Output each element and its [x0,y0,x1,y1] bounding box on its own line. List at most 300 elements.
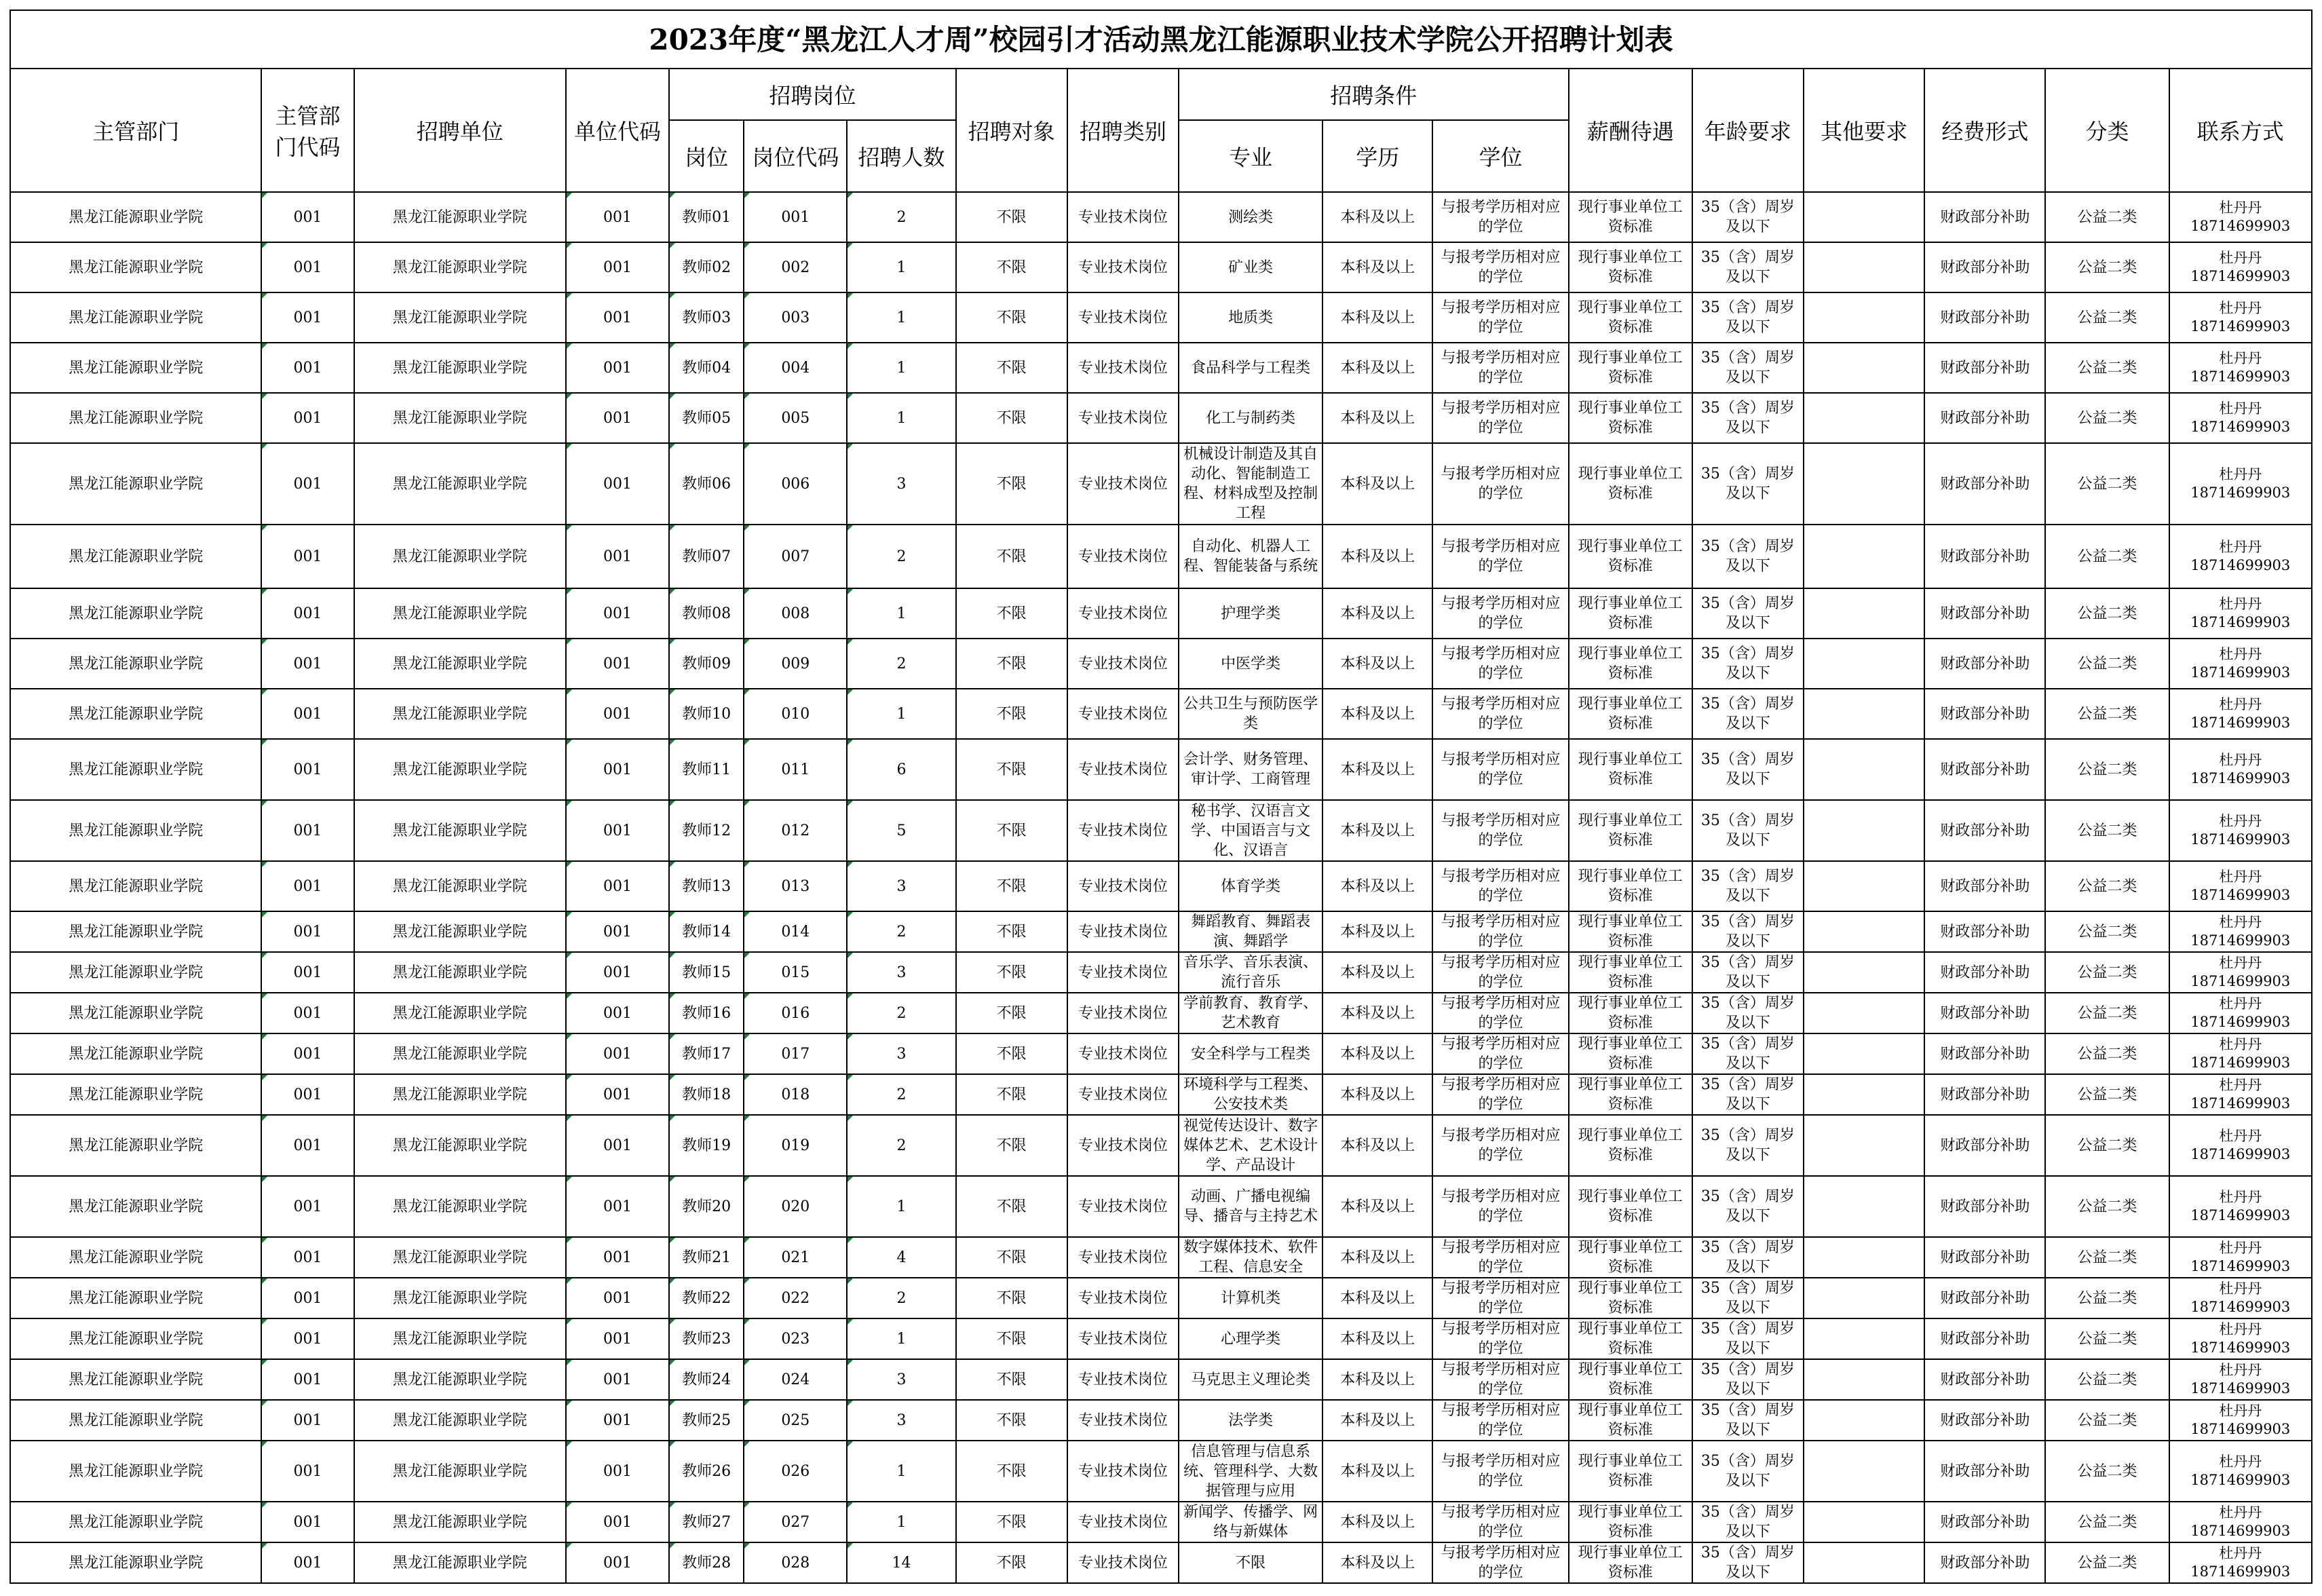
row-age: 35（含）周岁及以下 [1692,1278,1804,1318]
row-age: 35（含）周岁及以下 [1692,1359,1804,1400]
row-age: 35（含）周岁及以下 [1692,393,1804,443]
row-post: 教师02 [669,242,744,292]
row-dept: 黑龙江能源职业学院 [10,525,261,588]
row-target: 不限 [956,639,1067,689]
contact-phone: 18714699903 [2190,1421,2291,1437]
row-count: 1 [847,1176,955,1237]
row-category: 专业技术岗位 [1067,292,1179,343]
row-salary: 现行事业单位工资标准 [1569,800,1692,861]
row-dept: 黑龙江能源职业学院 [10,1033,261,1074]
row-category: 专业技术岗位 [1067,861,1179,911]
row-count: 3 [847,1359,955,1400]
row-unit: 黑龙江能源职业学院 [354,242,566,292]
row-unit: 黑龙江能源职业学院 [354,689,566,739]
header-post-group: 招聘岗位 [669,69,955,120]
row-dept: 黑龙江能源职业学院 [10,1176,261,1237]
row-major: 矿业类 [1179,242,1322,292]
contact-name: 杜丹丹 [2219,596,2262,612]
row-unit: 黑龙江能源职业学院 [354,861,566,911]
row-contact [2169,1115,2312,1176]
row-post: 教师01 [669,192,744,242]
row-class: 公益二类 [2045,1176,2169,1237]
row-category: 专业技术岗位 [1067,343,1179,393]
row-salary: 现行事业单位工资标准 [1569,393,1692,443]
row-class: 公益二类 [2045,192,2169,242]
row-contact [2169,639,2312,689]
row-unit: 黑龙江能源职业学院 [354,739,566,800]
contact-phone: 18714699903 [2190,1014,2291,1030]
row-degree: 与报考学历相对应的学位 [1432,911,1568,952]
row-dept: 黑龙江能源职业学院 [10,1400,261,1441]
row-degree: 与报考学历相对应的学位 [1432,1502,1568,1542]
row-funding: 财政部分补助 [1924,1278,2045,1318]
row-edu: 本科及以上 [1322,1176,1432,1237]
row-post: 教师04 [669,343,744,393]
row-unit-code: 001 [566,1542,669,1583]
row-other [1804,800,1924,861]
row-target: 不限 [956,1359,1067,1400]
row-post-code: 019 [744,1115,847,1176]
row-unit-code: 001 [566,443,669,525]
row-count: 5 [847,800,955,861]
row-post: 教师26 [669,1441,744,1502]
row-count: 3 [847,443,955,525]
row-post: 教师18 [669,1074,744,1115]
row-target: 不限 [956,292,1067,343]
row-class: 公益二类 [2045,911,2169,952]
row-post-code: 014 [744,911,847,952]
row-category: 专业技术岗位 [1067,393,1179,443]
row-post-code: 021 [744,1237,847,1278]
contact-phone: 18714699903 [2190,1563,2291,1580]
row-category: 专业技术岗位 [1067,1542,1179,1583]
row-dept-code: 001 [261,1115,354,1176]
row-contact [2169,1502,2312,1542]
row-count: 2 [847,192,955,242]
header-major: 专业 [1179,120,1322,192]
table-row [10,739,2312,800]
row-post-code: 025 [744,1400,847,1441]
row-post: 教师11 [669,739,744,800]
row-age: 35（含）周岁及以下 [1692,1176,1804,1237]
row-target: 不限 [956,1033,1067,1074]
contact-name: 杜丹丹 [2219,813,2262,829]
header-unit: 招聘单位 [354,69,566,192]
table-row [10,911,2312,952]
row-funding: 财政部分补助 [1924,911,2045,952]
row-post-code: 006 [744,443,847,525]
row-edu: 本科及以上 [1322,952,1432,993]
row-unit-code: 001 [566,1074,669,1115]
row-unit: 黑龙江能源职业学院 [354,1278,566,1318]
row-salary: 现行事业单位工资标准 [1569,343,1692,393]
contact-phone: 18714699903 [2190,318,2291,335]
row-salary: 现行事业单位工资标准 [1569,292,1692,343]
row-unit-code: 001 [566,588,669,639]
row-age: 35（含）周岁及以下 [1692,952,1804,993]
contact-name: 杜丹丹 [2219,1128,2262,1144]
row-dept: 黑龙江能源职业学院 [10,739,261,800]
row-edu: 本科及以上 [1322,588,1432,639]
row-dept: 黑龙江能源职业学院 [10,1237,261,1278]
row-salary: 现行事业单位工资标准 [1569,639,1692,689]
table-row [10,1278,2312,1318]
row-age: 35（含）周岁及以下 [1692,911,1804,952]
contact-phone: 18714699903 [2190,1299,2291,1315]
row-post: 教师16 [669,993,744,1033]
row-unit: 黑龙江能源职业学院 [354,588,566,639]
row-other [1804,242,1924,292]
row-dept-code: 001 [261,952,354,993]
table-row [10,588,2312,639]
row-post-code: 007 [744,525,847,588]
row-contact [2169,443,2312,525]
row-target: 不限 [956,1400,1067,1441]
row-count: 1 [847,393,955,443]
row-class: 公益二类 [2045,343,2169,393]
row-salary: 现行事业单位工资标准 [1569,861,1692,911]
row-target: 不限 [956,343,1067,393]
row-funding: 财政部分补助 [1924,242,2045,292]
row-major: 公共卫生与预防医学类 [1179,689,1322,739]
row-dept: 黑龙江能源职业学院 [10,1074,261,1115]
row-other [1804,1441,1924,1502]
table-row [10,1074,2312,1115]
sheet-title: 2023年度“黑龙江人才周”校园引才活动黑龙江能源职业技术学院公开招聘计划表 [9,10,2313,68]
row-post-code: 009 [744,639,847,689]
contact-name: 杜丹丹 [2219,1321,2262,1337]
row-target: 不限 [956,525,1067,588]
contact-name: 杜丹丹 [2219,466,2262,482]
row-post-code: 003 [744,292,847,343]
row-edu: 本科及以上 [1322,911,1432,952]
row-post-code: 011 [744,739,847,800]
row-count: 2 [847,1115,955,1176]
row-count: 1 [847,689,955,739]
row-major: 马克思主义理论类 [1179,1359,1322,1400]
contact-phone: 18714699903 [2190,664,2291,681]
row-target: 不限 [956,1237,1067,1278]
row-degree: 与报考学历相对应的学位 [1432,1359,1568,1400]
row-salary: 现行事业单位工资标准 [1569,1278,1692,1318]
row-target: 不限 [956,861,1067,911]
row-target: 不限 [956,1441,1067,1502]
row-post-code: 008 [744,588,847,639]
contact-name: 杜丹丹 [2219,646,2262,662]
row-unit-code: 001 [566,739,669,800]
row-unit-code: 001 [566,525,669,588]
row-dept-code: 001 [261,689,354,739]
row-funding: 财政部分补助 [1924,393,2045,443]
row-target: 不限 [956,1502,1067,1542]
row-other [1804,689,1924,739]
row-target: 不限 [956,993,1067,1033]
row-salary: 现行事业单位工资标准 [1569,1033,1692,1074]
row-funding: 财政部分补助 [1924,993,2045,1033]
row-count: 1 [847,292,955,343]
row-category: 专业技术岗位 [1067,993,1179,1033]
row-degree: 与报考学历相对应的学位 [1432,588,1568,639]
row-count: 3 [847,1033,955,1074]
row-unit: 黑龙江能源职业学院 [354,1441,566,1502]
row-edu: 本科及以上 [1322,861,1432,911]
row-unit-code: 001 [566,343,669,393]
header-funding: 经费形式 [1924,69,2045,192]
row-dept: 黑龙江能源职业学院 [10,343,261,393]
row-unit-code: 001 [566,393,669,443]
contact-name: 杜丹丹 [2219,1189,2262,1205]
row-count: 2 [847,1278,955,1318]
row-edu: 本科及以上 [1322,443,1432,525]
row-dept: 黑龙江能源职业学院 [10,1278,261,1318]
row-class: 公益二类 [2045,1441,2169,1502]
table-row [10,1237,2312,1278]
row-count: 1 [847,588,955,639]
row-major: 学前教育、教育学、艺术教育 [1179,993,1322,1033]
row-class: 公益二类 [2045,292,2169,343]
row-edu: 本科及以上 [1322,639,1432,689]
row-other [1804,911,1924,952]
row-category: 专业技术岗位 [1067,689,1179,739]
row-dept-code: 001 [261,1176,354,1237]
row-major: 自动化、机器人工程、智能装备与系统 [1179,525,1322,588]
contact-name: 杜丹丹 [2219,752,2262,768]
row-category: 专业技术岗位 [1067,1318,1179,1359]
row-contact [2169,861,2312,911]
row-dept-code: 001 [261,343,354,393]
contact-name: 杜丹丹 [2219,1077,2262,1093]
row-dept: 黑龙江能源职业学院 [10,1502,261,1542]
row-edu: 本科及以上 [1322,689,1432,739]
row-dept-code: 001 [261,1542,354,1583]
row-unit: 黑龙江能源职业学院 [354,443,566,525]
row-funding: 财政部分补助 [1924,639,2045,689]
table-row [10,689,2312,739]
row-contact [2169,192,2312,242]
row-unit: 黑龙江能源职业学院 [354,911,566,952]
row-degree: 与报考学历相对应的学位 [1432,343,1568,393]
row-edu: 本科及以上 [1322,993,1432,1033]
row-edu: 本科及以上 [1322,242,1432,292]
header-count: 招聘人数 [847,120,955,192]
row-dept-code: 001 [261,1278,354,1318]
row-target: 不限 [956,1278,1067,1318]
row-salary: 现行事业单位工资标准 [1569,588,1692,639]
row-major: 机械设计制造及其自动化、智能制造工程、材料成型及控制工程 [1179,443,1322,525]
contact-name: 杜丹丹 [2219,200,2262,216]
row-funding: 财政部分补助 [1924,588,2045,639]
row-dept: 黑龙江能源职业学院 [10,192,261,242]
row-post: 教师14 [669,911,744,952]
row-other [1804,443,1924,525]
row-major: 环境科学与工程类、公安技术类 [1179,1074,1322,1115]
row-other [1804,192,1924,242]
row-major: 法学类 [1179,1400,1322,1441]
contact-phone: 18714699903 [2190,973,2291,989]
row-salary: 现行事业单位工资标准 [1569,1542,1692,1583]
row-degree: 与报考学历相对应的学位 [1432,192,1568,242]
row-category: 专业技术岗位 [1067,1400,1179,1441]
row-class: 公益二类 [2045,1074,2169,1115]
row-contact [2169,1176,2312,1237]
row-unit-code: 001 [566,192,669,242]
row-edu: 本科及以上 [1322,525,1432,588]
row-dept-code: 001 [261,739,354,800]
header-post: 岗位 [669,120,744,192]
row-category: 专业技术岗位 [1067,739,1179,800]
row-post: 教师05 [669,393,744,443]
row-post: 教师22 [669,1278,744,1318]
row-salary: 现行事业单位工资标准 [1569,1441,1692,1502]
row-degree: 与报考学历相对应的学位 [1432,1278,1568,1318]
row-age: 35（含）周岁及以下 [1692,1033,1804,1074]
row-target: 不限 [956,1542,1067,1583]
row-other [1804,1359,1924,1400]
row-major: 心理学类 [1179,1318,1322,1359]
row-dept-code: 001 [261,1400,354,1441]
row-funding: 财政部分补助 [1924,1318,2045,1359]
row-contact [2169,242,2312,292]
row-contact [2169,739,2312,800]
row-unit-code: 001 [566,242,669,292]
row-dept: 黑龙江能源职业学院 [10,1542,261,1583]
row-category: 专业技术岗位 [1067,443,1179,525]
row-degree: 与报考学历相对应的学位 [1432,1237,1568,1278]
row-salary: 现行事业单位工资标准 [1569,1074,1692,1115]
row-funding: 财政部分补助 [1924,1502,2045,1542]
row-class: 公益二类 [2045,689,2169,739]
row-target: 不限 [956,1074,1067,1115]
row-class: 公益二类 [2045,1237,2169,1278]
row-post: 教师06 [669,443,744,525]
row-major: 新闻学、传播学、网络与新媒体 [1179,1502,1322,1542]
row-funding: 财政部分补助 [1924,1441,2045,1502]
row-unit: 黑龙江能源职业学院 [354,1237,566,1278]
header-class: 分类 [2045,69,2169,192]
row-contact [2169,1542,2312,1583]
row-category: 专业技术岗位 [1067,1033,1179,1074]
row-unit-code: 001 [566,1237,669,1278]
row-funding: 财政部分补助 [1924,1237,2045,1278]
row-post: 教师15 [669,952,744,993]
row-post-code: 022 [744,1278,847,1318]
header-contact: 联系方式 [2169,69,2312,192]
row-edu: 本科及以上 [1322,739,1432,800]
row-category: 专业技术岗位 [1067,800,1179,861]
row-category: 专业技术岗位 [1067,952,1179,993]
row-degree: 与报考学历相对应的学位 [1432,393,1568,443]
row-edu: 本科及以上 [1322,1237,1432,1278]
row-age: 35（含）周岁及以下 [1692,1441,1804,1502]
row-post: 教师13 [669,861,744,911]
row-contact [2169,800,2312,861]
row-unit-code: 001 [566,800,669,861]
row-dept-code: 001 [261,911,354,952]
row-funding: 财政部分补助 [1924,861,2045,911]
table-body [10,192,2312,1583]
row-count: 2 [847,639,955,689]
row-major: 数字媒体技术、软件工程、信息安全 [1179,1237,1322,1278]
row-target: 不限 [956,393,1067,443]
row-post-code: 004 [744,343,847,393]
row-target: 不限 [956,192,1067,242]
contact-name: 杜丹丹 [2219,400,2262,417]
row-edu: 本科及以上 [1322,1359,1432,1400]
row-category: 专业技术岗位 [1067,242,1179,292]
contact-name: 杜丹丹 [2219,869,2262,885]
row-unit: 黑龙江能源职业学院 [354,1400,566,1441]
row-post: 教师27 [669,1502,744,1542]
row-unit-code: 001 [566,1400,669,1441]
row-count: 6 [847,739,955,800]
row-funding: 财政部分补助 [1924,800,2045,861]
row-dept-code: 001 [261,861,354,911]
row-dept: 黑龙江能源职业学院 [10,1359,261,1400]
row-contact [2169,911,2312,952]
row-unit: 黑龙江能源职业学院 [354,1542,566,1583]
row-major: 化工与制药类 [1179,393,1322,443]
row-dept-code: 001 [261,1074,354,1115]
row-unit-code: 001 [566,911,669,952]
row-dept: 黑龙江能源职业学院 [10,1441,261,1502]
row-contact [2169,1441,2312,1502]
row-major: 安全科学与工程类 [1179,1033,1322,1074]
row-post-code: 013 [744,861,847,911]
row-post-code: 015 [744,952,847,993]
row-salary: 现行事业单位工资标准 [1569,1400,1692,1441]
row-post: 教师20 [669,1176,744,1237]
header-dept: 主管部门 [10,69,261,192]
row-dept: 黑龙江能源职业学院 [10,443,261,525]
row-target: 不限 [956,1176,1067,1237]
row-post-code: 023 [744,1318,847,1359]
row-other [1804,1176,1924,1237]
row-dept: 黑龙江能源职业学院 [10,1115,261,1176]
row-age: 35（含）周岁及以下 [1692,292,1804,343]
row-age: 35（含）周岁及以下 [1692,1542,1804,1583]
row-count: 1 [847,242,955,292]
row-category: 专业技术岗位 [1067,1502,1179,1542]
row-target: 不限 [956,911,1067,952]
row-degree: 与报考学历相对应的学位 [1432,292,1568,343]
row-unit-code: 001 [566,952,669,993]
contact-name: 杜丹丹 [2219,1504,2262,1521]
row-category: 专业技术岗位 [1067,192,1179,242]
table-row [10,861,2312,911]
row-major: 体育学类 [1179,861,1322,911]
table-row [10,1115,2312,1176]
row-unit: 黑龙江能源职业学院 [354,1318,566,1359]
table-row [10,639,2312,689]
row-category: 专业技术岗位 [1067,588,1179,639]
row-category: 专业技术岗位 [1067,1359,1179,1400]
row-edu: 本科及以上 [1322,1542,1432,1583]
row-contact [2169,525,2312,588]
contact-phone: 18714699903 [2190,268,2291,284]
row-dept-code: 001 [261,1502,354,1542]
row-other [1804,861,1924,911]
row-dept-code: 001 [261,1359,354,1400]
contact-name: 杜丹丹 [2219,1545,2262,1561]
row-major: 视觉传达设计、数字媒体艺术、艺术设计学、产品设计 [1179,1115,1322,1176]
row-post-code: 005 [744,393,847,443]
row-edu: 本科及以上 [1322,1400,1432,1441]
row-unit-code: 001 [566,1502,669,1542]
contact-phone: 18714699903 [2190,1258,2291,1274]
row-other [1804,639,1924,689]
row-funding: 财政部分补助 [1924,443,2045,525]
row-post: 教师08 [669,588,744,639]
